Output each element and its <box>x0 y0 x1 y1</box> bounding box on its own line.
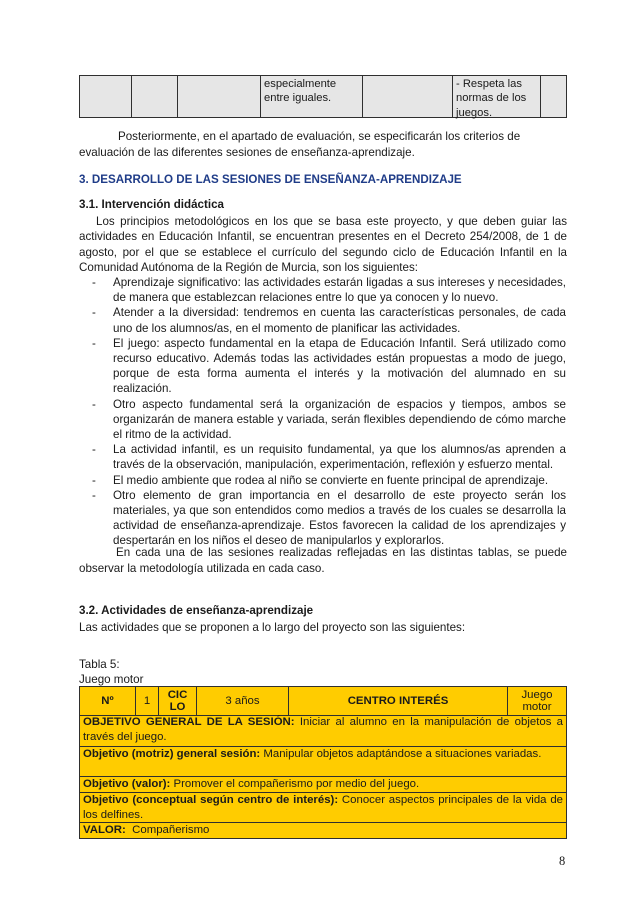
bullet-dash: - <box>92 443 96 457</box>
list-item-text: Atender a la diversidad: tendremos en cuenta las características personales, de cada uno de los alumnos/as, en el momento de planificar las actividades. <box>113 306 566 335</box>
bullet-dash: - <box>92 306 96 320</box>
list-item-text: Otro aspecto fundamental será la organización de espacios y tiempos, ambos se organizarán de manera estable y variada, serán flexibles dependiendo de cómo marche el ritmo de la actividad. <box>113 397 566 442</box>
row-label: OBJETIVO GENERAL DE LA SESIÓN: <box>83 716 295 728</box>
bullet-dash: - <box>92 397 96 411</box>
row-text: Promover el compañerismo por medio del juego. <box>170 778 420 790</box>
table-row <box>80 792 566 821</box>
intro-paragraph-line1: Posteriormente, en el apartado de evaluación, se especificarán los criterios de <box>118 130 521 143</box>
list-item <box>92 275 566 305</box>
list-item <box>92 473 566 488</box>
table-row <box>80 746 566 776</box>
row-label: Objetivo (conceptual según centro de interés): <box>83 794 339 806</box>
section-3-2-heading: 3.2. Actividades de enseñanza-aprendizaje <box>79 604 314 617</box>
header-num-label: Nº <box>101 694 114 707</box>
bullet-dash: - <box>92 336 96 350</box>
table-divider <box>540 76 541 117</box>
session-table-header <box>80 687 566 716</box>
methodology-paragraph: En cada una de las sesiones realizadas reflejadas en las distintas tablas, se puede observar la metodología utilizada en cada caso. <box>79 546 567 575</box>
session-table <box>79 686 567 824</box>
table-cell-text: - Respeta las normas de los juegos. <box>456 78 527 119</box>
table-divider <box>260 76 261 117</box>
header-ciclo-line2: LO <box>169 701 186 713</box>
intro-paragraph-line2: evaluación de las diferentes sesiones de enseñanza-aprendizaje. <box>79 146 415 159</box>
header-centro-line2: motor <box>522 701 552 713</box>
row-text: Compañerismo <box>125 824 210 836</box>
bullet-dash: - <box>92 276 96 289</box>
methodology-list <box>92 275 566 549</box>
row-text: Manipular objetos adaptándose a situaciones variadas. <box>260 748 542 760</box>
section-3-1-heading: 3.1. Intervención didáctica <box>79 198 224 211</box>
row-label: Objetivo (valor): <box>83 778 171 790</box>
table-caption: Tabla 5: <box>79 658 120 671</box>
header-centro-line1: Juego <box>521 688 553 701</box>
header-age: 3 años <box>196 687 288 715</box>
table-divider <box>177 76 178 117</box>
table-row <box>80 715 566 746</box>
list-item-text: Aprendizaje significativo: las actividades estarán ligadas a sus intereses y necesidades, de manera que establezcan relaciones entre lo que ya conocen y lo nuevo. <box>113 276 566 305</box>
header-ciclo-label <box>158 687 196 715</box>
table-divider <box>362 76 363 117</box>
header-ciclo-line1: CIC <box>167 688 188 701</box>
row-label: Objetivo (motriz) general sesión: <box>83 748 261 760</box>
list-item <box>92 488 566 549</box>
row-label: VALOR: <box>83 824 126 836</box>
list-item-text: El medio ambiente que rodea al niño se convierte en fuente principal de aprendizaje. <box>113 473 549 487</box>
table-subcaption: Juego motor <box>79 673 144 686</box>
header-centro-value <box>507 687 566 715</box>
list-item <box>92 305 566 335</box>
list-item <box>92 336 566 397</box>
table-divider <box>452 76 453 117</box>
bullet-dash: - <box>92 473 96 487</box>
table-row-valor <box>79 822 567 839</box>
row-text: Conocer aspectos principales de la vida de los delfines. <box>83 794 563 821</box>
top-table-fragment <box>79 75 567 118</box>
list-item <box>92 442 566 472</box>
header-num-value: 1 <box>135 687 158 715</box>
page-number: 8 <box>559 854 566 868</box>
table-row <box>80 776 566 792</box>
list-item-text: Otro elemento de gran importancia en el desarrollo de este proyecto serán los materiales, ya que son entendidos como medios a través de los cuales se desarrolla la actividad de enseñanza-aprendizaje. Estos favorecen la calidad de los aprendizajes y despertarán en los niños el deseo de manipularlos y explorarlos. <box>113 488 566 548</box>
section-3-1-paragraph: Los principios metodológicos en los que se basa este proyecto, y que deben guiar las actividades en Educación Infantil, se encuentran presentes en el Decreto 254/2008, de 1 de agosto, por el que se establece el currículo del segundo ciclo de Educación Infantil en la Comunidad Autónoma de la Región de Murcia, son los siguientes: <box>79 215 567 275</box>
section-3-2-intro: Las actividades que se proponen a lo largo del proyecto son las siguientes: <box>79 621 466 634</box>
list-item-text: El juego: aspecto fundamental en la etapa de Educación Infantil. Será utilizado como recurso educativo. Además todas las actividades están propuestas a modo de juego, porque de esta forma aumenta el interés y la motivación del alumnado en su realización. <box>113 336 566 396</box>
table-cell-text: especialmente entre iguales. <box>264 78 337 105</box>
header-centro-label: CENTRO INTERÉS <box>288 687 507 715</box>
table-divider <box>131 76 132 117</box>
list-item <box>92 397 566 443</box>
row-text: Iniciar al alumno en la manipulación de objetos a través del juego. <box>83 716 563 743</box>
list-item-text: La actividad infantil, es un requisito fundamental, ya que los alumnos/as aprenden a través de la observación, manipulación, experimentación, reflexión y esfuerzo mental. <box>113 443 566 472</box>
bullet-dash: - <box>92 488 96 502</box>
section-3-heading: 3. DESARROLLO DE LAS SESIONES DE ENSEÑANZA-APRENDIZAJE <box>79 173 462 186</box>
